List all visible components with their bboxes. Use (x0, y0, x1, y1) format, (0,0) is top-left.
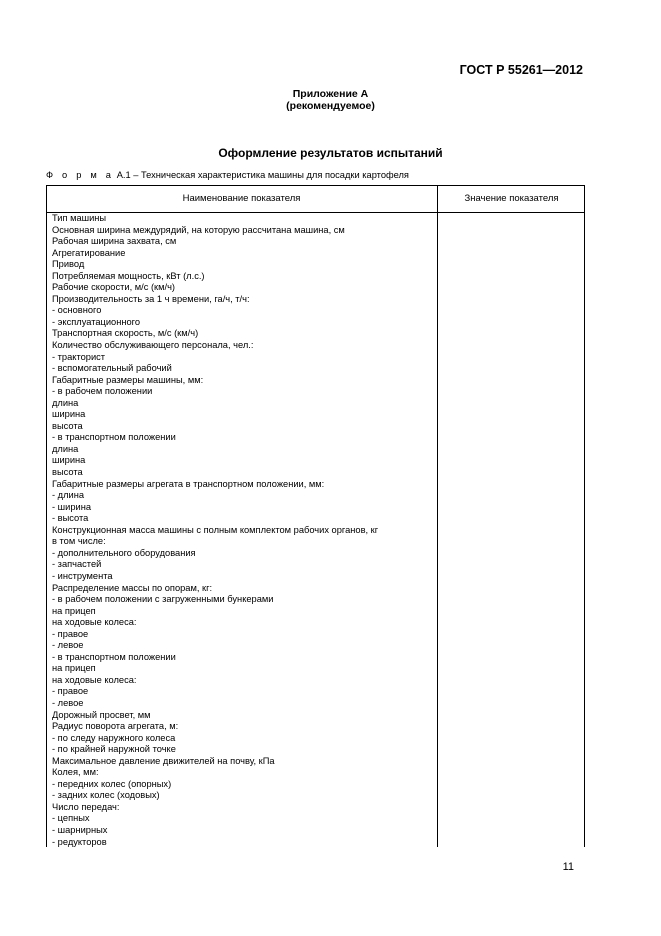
table-row: Транспортная скорость, м/с (км/ч) (52, 328, 199, 339)
table-row: Тип машины (52, 213, 107, 223)
table-row: Количество обслуживающего персонала, чел.: (52, 340, 254, 351)
table-row: Распределение массы по опорам, кг: (52, 582, 213, 593)
table-row: Габаритные размеры машины, мм: (52, 374, 204, 385)
table-row: длина (52, 397, 79, 408)
table-row: - дополнительного оборудования (52, 547, 196, 558)
table-row: Колея, мм: (52, 767, 99, 778)
table-row: высота (52, 467, 83, 478)
table-row: - запчастей (52, 559, 102, 570)
table-row: Радиус поворота агрегата, м: (52, 721, 179, 732)
column-header-indicator: Наименование показателя (182, 193, 301, 204)
table-row: - в транспортном положении (52, 651, 176, 662)
appendix-subtitle: (рекомендуемое) (286, 100, 375, 112)
table-row: - высота (52, 513, 89, 524)
section-title: Оформление результатов испытаний (218, 146, 443, 160)
table-row: на ходовые колеса: (52, 674, 137, 685)
table-row: Агрегатирование (52, 247, 126, 258)
table-row: Дорожный просвет, мм (52, 709, 151, 720)
table-row: высота (52, 420, 83, 431)
characteristics-table (46, 185, 585, 847)
table-row: - тракторист (52, 351, 106, 362)
column-header-value: Значение показателя (464, 193, 559, 204)
table-row: - передних колес (опорных) (52, 778, 172, 789)
table-row: ширина (52, 455, 86, 466)
table-row: - в рабочем положении с загруженными бункерами (52, 594, 274, 605)
table-row: - в транспортном положении (52, 432, 176, 443)
standard-number: ГОСТ Р 55261—2012 (459, 63, 583, 77)
table-row: - длина (52, 490, 85, 501)
form-caption-text: – Техническая характеристика машины для посадки картофеля (133, 170, 409, 180)
table-row: Рабочая ширина захвата, см (52, 236, 177, 247)
table-row: Конструкционная масса машины с полным комплектом рабочих органов, кг (52, 524, 379, 535)
column-divider (437, 185, 438, 847)
appendix-heading (0, 88, 661, 112)
table-row: Габаритные размеры агрегата в транспортном положении, мм: (52, 478, 325, 489)
table-row: - ширина (52, 501, 91, 512)
table-row: на прицеп (52, 605, 96, 616)
form-number: А.1 (116, 170, 131, 180)
table-row: - левое (52, 640, 84, 651)
table-row: Максимальное давление движителей на почву, кПа (52, 755, 275, 766)
table-row: - правое (52, 628, 89, 639)
table-row: длина (52, 443, 79, 454)
table-row: - шарнирных (52, 824, 108, 835)
table-row: Основная ширина междурядий, на которую рассчитана машина, см (52, 224, 345, 235)
table-row: - левое (52, 697, 84, 708)
table-row: Потребляемая мощность, кВт (л.с.) (52, 270, 205, 281)
table-row: - эксплуатационного (52, 316, 141, 327)
table-row: в том числе: (52, 536, 106, 547)
table-row: - по крайней наружной точке (52, 744, 176, 755)
table-row: Рабочие скорости, м/с (км/ч) (52, 282, 176, 293)
table-row: - вспомогательный рабочий (52, 363, 172, 374)
form-label: Ф о р м а (46, 170, 115, 180)
table-row: - редукторов (52, 836, 107, 847)
table-row: - в рабочем положении (52, 386, 153, 397)
table-row: Производительность за 1 ч времени, га/ч, т/ч: (52, 293, 250, 304)
table-row: - по следу наружного колеса (52, 732, 176, 743)
table-row: - задних колес (ходовых) (52, 790, 160, 801)
table-row: - правое (52, 686, 89, 697)
table-row: Привод (52, 259, 85, 270)
table-row: - цепных (52, 813, 90, 824)
table-row: - инструмента (52, 570, 113, 581)
indicator-list (52, 213, 432, 848)
table-row: на прицеп (52, 663, 96, 674)
table-row: ширина (52, 409, 86, 420)
page-number: 11 (562, 861, 574, 873)
table-row: - основного (52, 305, 102, 316)
appendix-title: Приложение А (292, 88, 369, 100)
form-caption (46, 170, 409, 180)
table-row: Число передач: (52, 801, 120, 812)
table-row: на ходовые колеса: (52, 617, 137, 628)
